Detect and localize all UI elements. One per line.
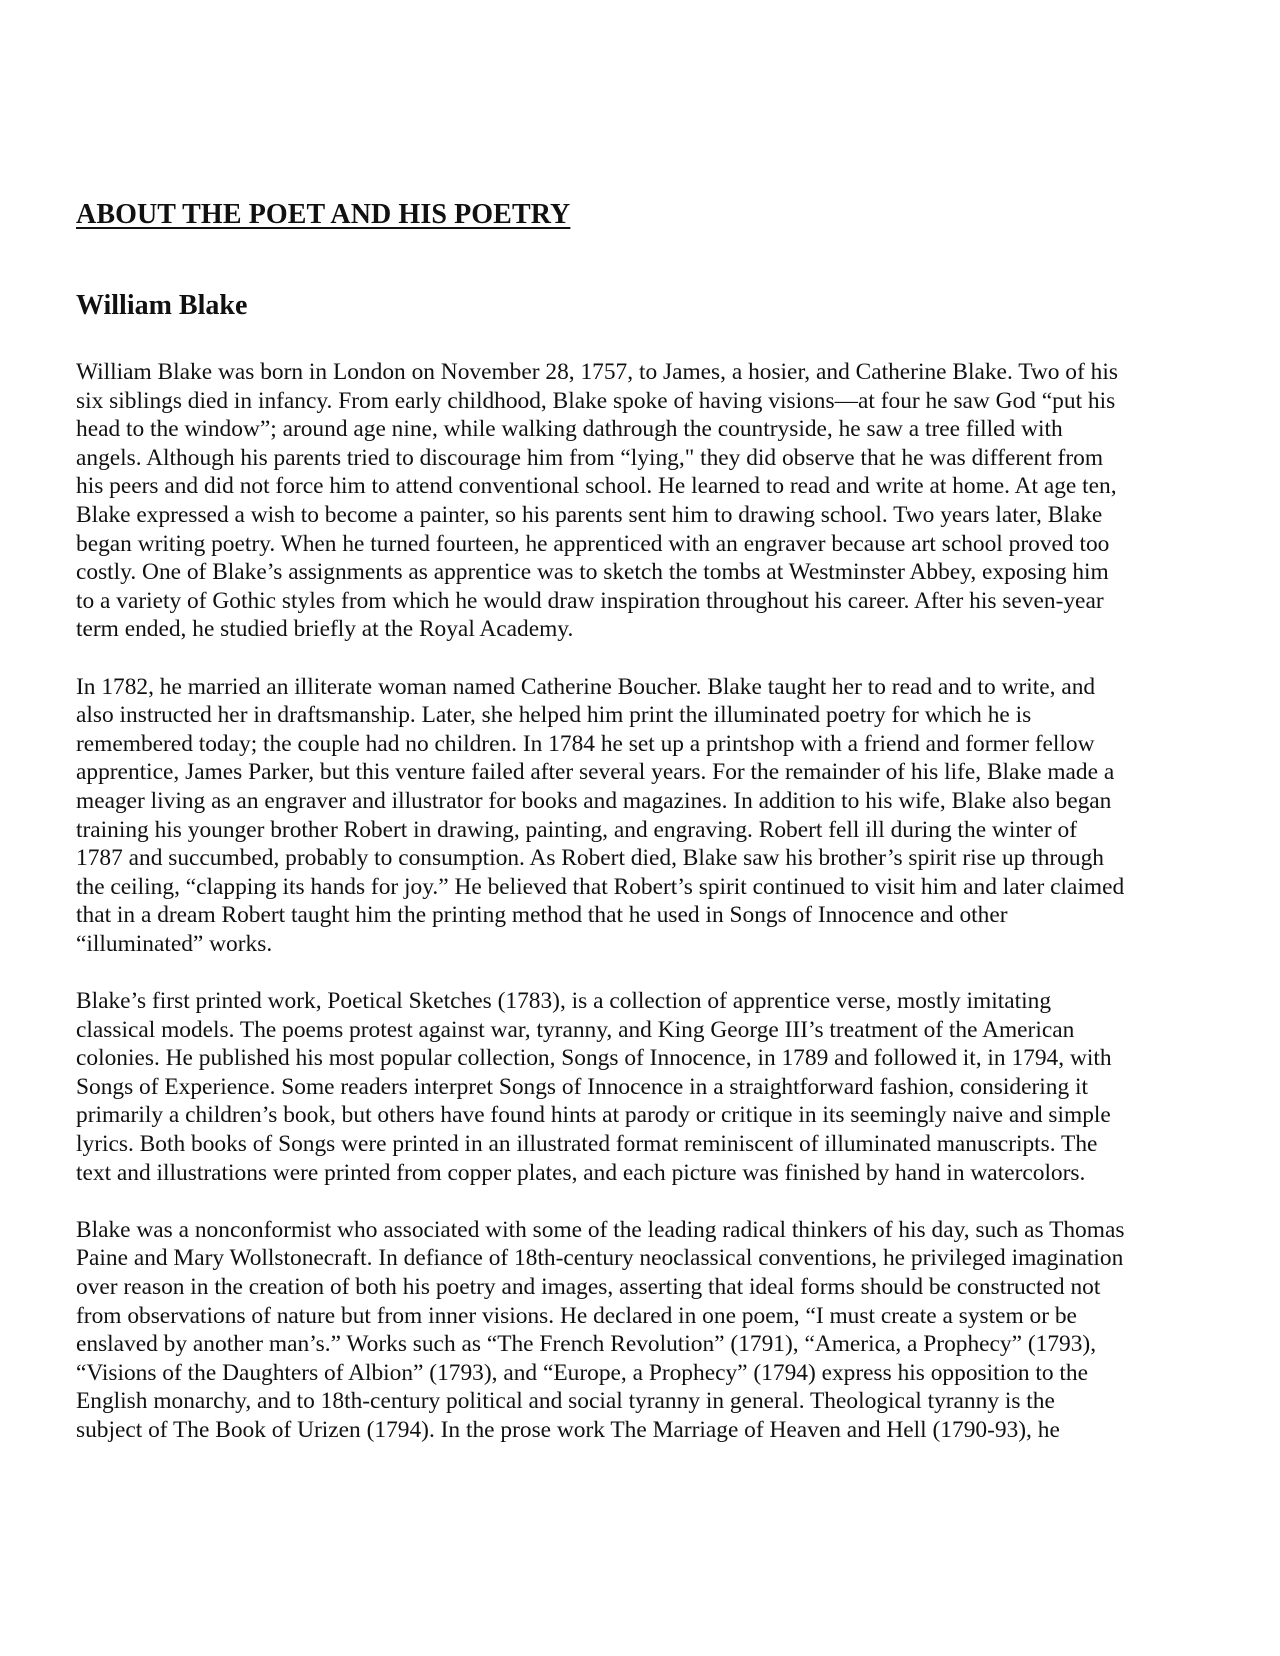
paragraph-line: over reason in the creation of both his poetry and images, asserting that ideal forms should be constructed not xyxy=(76,1274,1101,1300)
paragraph-line: 1787 and succumbed, probably to consumption. As Robert died, Blake saw his brother’s spirit rise up through xyxy=(76,845,1104,872)
paragraph-line: the ceiling, “clapping its hands for joy.” He believed that Robert’s spirit continued to visit him and later claimed xyxy=(76,873,1125,900)
paragraph-4 xyxy=(76,1216,1216,1445)
paragraph-line: his peers and did not force him to attend conventional school. He learned to read and write at home. At age ten, xyxy=(76,473,1117,500)
body-text xyxy=(76,358,1216,1473)
paragraph-line: Paine and Mary Wollstonecraft. In defiance of 18th-century neoclassical conventions, he privileged imagination xyxy=(76,1245,1124,1272)
paragraph-line: classical models. The poems protest against war, tyranny, and King George III’s treatment of the American xyxy=(76,1016,1075,1043)
paragraph-line: text and illustrations were printed from copper plates, and each picture was finished by hand in watercolors. xyxy=(76,1159,1086,1186)
paragraph-line: costly. One of Blake’s assignments as apprentice was to sketch the tombs at Westminster Abbey, exposing him xyxy=(76,559,1109,586)
section-title: ABOUT THE POET AND HIS POETRY xyxy=(76,199,571,230)
paragraph-line: angels. Although his parents tried to discourage him from “lying," they did observe that he was different from xyxy=(76,444,1104,471)
paragraph-line: In 1782, he married an illiterate woman named Catherine Boucher. Blake taught her to read and to write, and xyxy=(76,673,1096,700)
paragraph-line: subject of The Book of Urizen (1794). In the prose work The Marriage of Heaven and Hell (1790-93), he xyxy=(76,1416,1060,1443)
paragraph-line: from observations of nature but from inner visions. He declared in one poem, “I must create a system or be xyxy=(76,1302,1077,1329)
paragraph-line: that in a dream Robert taught him the printing method that he used in Songs of Innocence and other xyxy=(76,902,1008,929)
paragraph-line: colonies. He published his most popular collection, Songs of Innocence, in 1789 and followed it, in 1794, with xyxy=(76,1045,1112,1072)
paragraph-line: remembered today; the couple had no children. In 1784 he set up a printshop with a friend and former fellow xyxy=(76,730,1095,757)
paragraph-1 xyxy=(76,358,1216,644)
paragraph-line: “Visions of the Daughters of Albion” (1793), and “Europe, a Prophecy” (1794) express his opposition to the xyxy=(76,1359,1088,1386)
paragraph-line: also instructed her in draftsmanship. Later, she helped him print the illuminated poetry for which he is xyxy=(76,702,1032,729)
paragraph-line: apprentice, James Parker, but this venture failed after several years. For the remainder of his life, Blake made a xyxy=(76,759,1115,786)
paragraph-line: Songs of Experience. Some readers interpret Songs of Innocence in a straightforward fashion, considering it xyxy=(76,1073,1088,1100)
paragraph-line: English monarchy, and to 18th-century political and social tyranny in general. Theological tyranny is the xyxy=(76,1388,1055,1415)
paragraph-line: primarily a children’s book, but others have found hints at parody or critique in its seemingly naive and simple xyxy=(76,1102,1111,1129)
paragraph-line: six siblings died in infancy. From early childhood, Blake spoke of having visions—at four he saw God “put his xyxy=(76,387,1116,414)
paragraph-line: training his younger brother Robert in drawing, painting, and engraving. Robert fell ill during the winter of xyxy=(76,816,1078,843)
paragraph-line: head to the window”; around age nine, while walking dathrough the countryside, he saw a tree filled with xyxy=(76,416,1063,443)
paragraph-2 xyxy=(76,673,1216,959)
paragraph-line: term ended, he studied briefly at the Royal Academy. xyxy=(76,616,574,643)
paragraph-line: to a variety of Gothic styles from which he would draw inspiration throughout his career. After his seven-year xyxy=(76,587,1104,614)
paragraph-line: meager living as an engraver and illustrator for books and magazines. In addition to his wife, Blake also began xyxy=(76,787,1112,814)
paragraph-3 xyxy=(76,987,1216,1187)
paragraph-line: Blake’s first printed work, Poetical Sketches (1783), is a collection of apprentice verse, mostly imitating xyxy=(76,988,1052,1015)
poet-name-heading: William Blake xyxy=(76,290,248,321)
paragraph-line: began writing poetry. When he turned fourteen, he apprenticed with an engraver because art school proved too xyxy=(76,530,1110,557)
paragraph-line: “illuminated” works. xyxy=(76,930,273,957)
paragraph-line: lyrics. Both books of Songs were printed in an illustrated format reminiscent of illuminated manuscripts. The xyxy=(76,1131,1098,1158)
paragraph-line: Blake expressed a wish to become a painter, so his parents sent him to drawing school. Two years later, Blake xyxy=(76,501,1103,528)
paragraph-line: enslaved by another man’s.” Works such as “The French Revolution” (1791), “America, a Prophecy” (1793), xyxy=(76,1331,1097,1358)
paragraph-line: Blake was a nonconformist who associated with some of the leading radical thinkers of his day, such as Thomas xyxy=(76,1216,1125,1243)
paragraph-line: William Blake was born in London on November 28, 1757, to James, a hosier, and Catherine Blake. Two of his xyxy=(76,359,1118,385)
